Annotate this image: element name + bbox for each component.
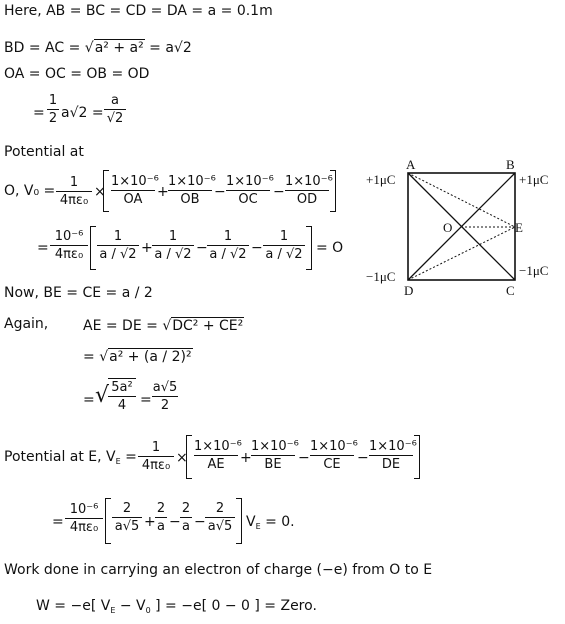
charge-bottom-left: −1μC bbox=[366, 269, 396, 284]
vertex-c-label: C bbox=[506, 283, 515, 298]
be-ce-equation: Now, BE = CE = a / 2 bbox=[4, 285, 153, 301]
vertex-b-label: B bbox=[506, 157, 515, 172]
potential-at-label: Potential at bbox=[4, 144, 84, 160]
term-2: 1 a / √2 bbox=[152, 230, 194, 261]
diagonal-lhs: BD = AC = bbox=[4, 40, 85, 56]
vertex-d-label: D bbox=[404, 283, 414, 298]
minus-sign: − bbox=[298, 450, 310, 466]
plus-sign: + bbox=[157, 184, 169, 200]
term-3: 2 a bbox=[181, 501, 191, 534]
bracket-right bbox=[306, 226, 312, 270]
ae-step-2: = √a² + (a / 2)² bbox=[83, 349, 192, 365]
potential-e-label: Potential at E, $V_E$ = bbox=[4, 449, 137, 466]
term-oc: 1×10⁻⁶ OC bbox=[226, 174, 274, 207]
half-middle: a√2 = bbox=[61, 105, 104, 121]
radical-sign: √ bbox=[95, 383, 110, 408]
bracket-left bbox=[90, 226, 96, 270]
term-ce: 1×10⁻⁶ CE bbox=[310, 439, 358, 472]
term-od: 1×10⁻⁶ OD bbox=[285, 174, 333, 207]
zero-result: = O bbox=[316, 240, 344, 256]
term-be: 1×10⁻⁶ BE bbox=[251, 439, 299, 472]
minus-sign: − bbox=[169, 514, 181, 530]
term-4: 1 a / √2 bbox=[263, 230, 305, 261]
term-de: 1×10⁻⁶ DE bbox=[369, 439, 417, 472]
term-ob: 1×10⁻⁶ OB bbox=[168, 174, 216, 207]
minus-sign: − bbox=[196, 240, 208, 256]
bracket-right bbox=[236, 498, 242, 544]
line-de bbox=[408, 227, 515, 280]
bracket-left bbox=[105, 498, 111, 544]
minus-sign: − bbox=[214, 184, 226, 200]
bracket-right bbox=[414, 435, 420, 479]
diagonal-radicand: a² + a² bbox=[94, 40, 144, 56]
square-diagram bbox=[360, 155, 560, 305]
term-2: 2 a bbox=[156, 501, 166, 534]
work-done-statement: Work done in carrying an electron of charge (−e) from O to E bbox=[4, 562, 433, 578]
bracket-left bbox=[186, 435, 192, 479]
coulomb-constant: 1 4πε₀ bbox=[138, 441, 174, 472]
diagonal-rhs: = a√2 bbox=[144, 40, 192, 56]
ae-result: a√5 2 bbox=[152, 380, 178, 413]
term-ae: 1×10⁻⁶ AE bbox=[194, 439, 242, 472]
term-1: 2 a√5 bbox=[112, 502, 142, 533]
plus-sign: + bbox=[240, 450, 252, 466]
k-times-q: 10⁻⁶ 4πε₀ bbox=[50, 230, 88, 261]
charge-top-right: +1μC bbox=[519, 172, 549, 187]
bracket-left bbox=[103, 170, 109, 212]
work-equation: W = −e[ $V_E - V_0$ ] = −e[ 0 − 0 ] = Zero. bbox=[36, 598, 317, 615]
ve-zero: $V_E = 0$. bbox=[246, 514, 295, 531]
eq-sign: = bbox=[83, 392, 95, 408]
center-o-label: O bbox=[443, 220, 453, 235]
minus-sign: − bbox=[273, 184, 285, 200]
ae-de-equation: AE = DE = √DC² + CE² bbox=[83, 318, 244, 334]
term-oa: 1×10⁻⁶ OA bbox=[111, 174, 159, 207]
coulomb-constant: 1 4πε₀ bbox=[56, 176, 92, 207]
minus-sign: − bbox=[251, 240, 263, 256]
term-4: 2 a√5 bbox=[205, 502, 235, 533]
charge-top-left: +1μC bbox=[366, 172, 396, 187]
vertex-a-label: A bbox=[406, 157, 416, 172]
a-over-root2: a √2 bbox=[104, 94, 126, 125]
midpoint-e-label: E bbox=[515, 220, 523, 235]
term-3: 1 a / √2 bbox=[207, 230, 249, 261]
eq-sign: = bbox=[52, 514, 64, 530]
center-distance-equation: OA = OC = OB = OD bbox=[4, 66, 150, 82]
eq-sign: = bbox=[140, 392, 152, 408]
line-ae bbox=[408, 173, 515, 227]
minus-sign: − bbox=[194, 514, 206, 530]
radical-sign: √ bbox=[84, 40, 94, 56]
minus-sign: − bbox=[357, 450, 369, 466]
k-times-q: 10⁻⁶ 4πε₀ bbox=[65, 503, 103, 534]
term-1: 1 a / √2 bbox=[97, 230, 139, 261]
half-eq-sign: = bbox=[33, 105, 45, 121]
bracket-right bbox=[330, 170, 336, 212]
potential-o-label: O, V₀ = bbox=[4, 183, 56, 199]
eq-sign: = bbox=[37, 240, 49, 256]
ae-step-3-radicand: 5a² 4 bbox=[108, 378, 136, 412]
times-sign: × bbox=[94, 184, 106, 200]
times-sign: × bbox=[176, 450, 188, 466]
diagonal-equation bbox=[4, 39, 192, 55]
plus-sign: + bbox=[144, 514, 156, 530]
charge-bottom-right: −1μC bbox=[519, 263, 549, 278]
half-fraction: 1 2 bbox=[48, 93, 58, 126]
given-sides: Here, AB = BC = CD = DA = a = 0.1m bbox=[4, 3, 273, 19]
again-label: Again, bbox=[4, 316, 49, 332]
plus-sign: + bbox=[141, 240, 153, 256]
